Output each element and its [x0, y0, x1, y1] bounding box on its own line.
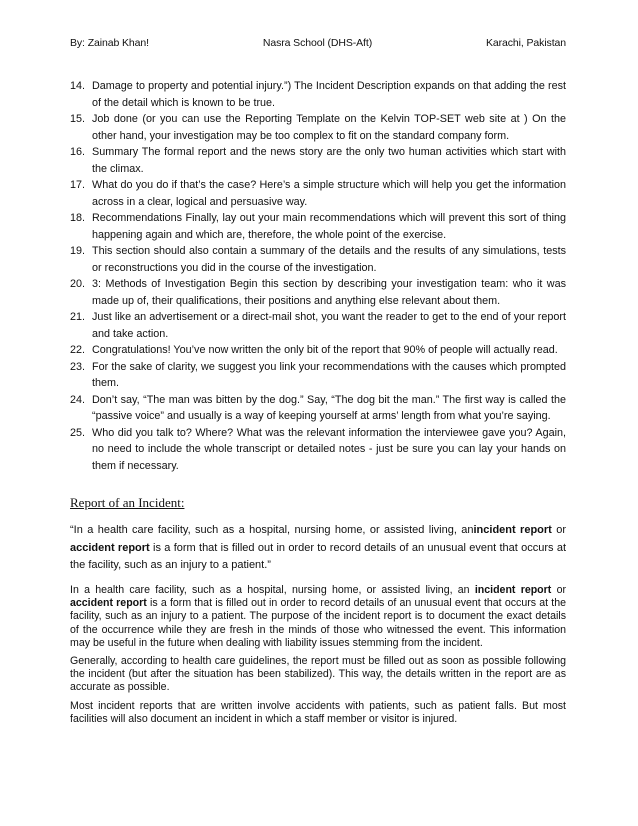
list-text: 3: Methods of Investigation Begin this section by describing your investigation team: who it was made up of, their qualifications, their positions and anything else relevant about them. [92, 278, 566, 307]
list-number: 20. [70, 278, 86, 290]
body-paragraphs [70, 584, 566, 731]
list-number: 19. [70, 245, 86, 257]
section-heading: Report of an Incident: [70, 495, 185, 510]
list-item [70, 144, 566, 177]
quote-text-mid: or [551, 524, 566, 536]
list-item [70, 425, 566, 475]
list-text: Recommendations Finally, lay out your main recommendations which will prevent this sort of thing happening again and which are, therefore, the whole point of the exercise. [92, 212, 566, 241]
list-number: 15. [70, 113, 86, 125]
para-text-post: is a form that is filled out in order to record details of an unusual event that occurs at the facility, such as an injury to a patient. The purpose of the incident report is to document the exact details of the occurrence while they are fresh in the minds of those who witnessed the event. This information may be useful in the future when dealing with liability issues stemming from the incident. [70, 597, 567, 649]
quote-text-post: is a form that is filled out in order to record details of an unusual event that occurs at the facility, such as an injury to a patient.” [70, 541, 566, 571]
list-text: Job done (or you can use the Reporting Template on the Kelvin TOP-SET web site at ) On the other hand, your investigation may be too complex to fit on the standard company form. [92, 113, 566, 142]
para-term-accident-report: accident report [70, 597, 147, 610]
list-number: 23. [70, 360, 86, 373]
list-text: Damage to property and potential injury.”) The Incident Description expands on that adding the rest of the detail which is known to be true. [92, 80, 566, 109]
list-text: Summary The formal report and the news story are the only two human activities which start with the climax. [92, 146, 566, 175]
numbered-list [70, 78, 566, 474]
list-item [70, 342, 566, 359]
list-text: What do you do if that’s the case? Here’s a simple structure which will help you get the information across in a clear, logical and persuasive way. [92, 179, 566, 208]
list-text: Don’t say, “The man was bitten by the dog.” Say, “The dog bit the man.” The first way is called the “passive voice” and usually is a way of keeping yourself at arms’ length from what you’re saying. [92, 393, 566, 422]
list-item [70, 111, 566, 144]
list-number: 17. [70, 179, 86, 191]
list-item [70, 78, 566, 111]
list-number: 24. [70, 393, 86, 406]
list-item [70, 210, 566, 243]
list-number: 18. [70, 212, 86, 224]
list-number: 21. [70, 311, 86, 323]
page-header [70, 37, 566, 49]
quote-term-incident-report: incident report [473, 524, 552, 536]
quote-term-accident-report: accident report [70, 541, 150, 554]
para-text-pre: In a health care facility, such as a hospital, nursing home, or assisted living, an [70, 584, 475, 596]
list-text: For the sake of clarity, we suggest you link your recommendations with the causes which prompted them. [92, 360, 566, 389]
paragraph-common-reports: Most incident reports that are written involve accidents with patients, such as patient falls. But most facilities will also document an incident in which a staff member or visitor is injured. [70, 699, 566, 725]
list-text: Just like an advertisement or a direct-mail shot, you want the reader to get to the end of your report and take action. [92, 311, 566, 340]
list-item [70, 359, 566, 392]
list-item [70, 177, 566, 210]
list-item [70, 276, 566, 309]
para-text-mid: or [551, 584, 566, 596]
definition-quote [70, 522, 566, 575]
header-location: Karachi, Pakistan [485, 37, 566, 49]
list-item [70, 392, 566, 425]
para-term-incident-report: incident report [474, 584, 552, 596]
header-school: Nasra School (DHS-Aft) [262, 37, 373, 49]
list-number: 14. [70, 80, 86, 92]
list-number: 22. [70, 344, 86, 356]
header-author: By: Zainab Khan! [70, 37, 149, 49]
paragraph-definition [70, 584, 566, 650]
quote-text-pre: “In a health care facility, such as a hospital, nursing home, or assisted living, an [70, 524, 474, 536]
paragraph-guidelines: Generally, according to health care guidelines, the report must be filled out as soon as possible following the incident (but after the situation has been stabilized). This way, the details written in the report are as accurate as possible. [70, 655, 566, 694]
list-text: Congratulations! You’ve now written the only bit of the report that 90% of people will actually read. [92, 344, 558, 356]
list-number: 25. [70, 426, 86, 439]
list-text: Who did you talk to? Where? What was the relevant information the interviewee gave you? Again, no need to include the whole transcript or detailed notes - just be sure you can lay your hands on them if necessary. [92, 426, 566, 472]
list-text: This section should also contain a summary of the details and the results of any simulations, tests or reconstructions you did in the course of the investigation. [92, 245, 566, 274]
list-item [70, 309, 566, 342]
list-number: 16. [70, 146, 86, 158]
list-item [70, 243, 566, 276]
